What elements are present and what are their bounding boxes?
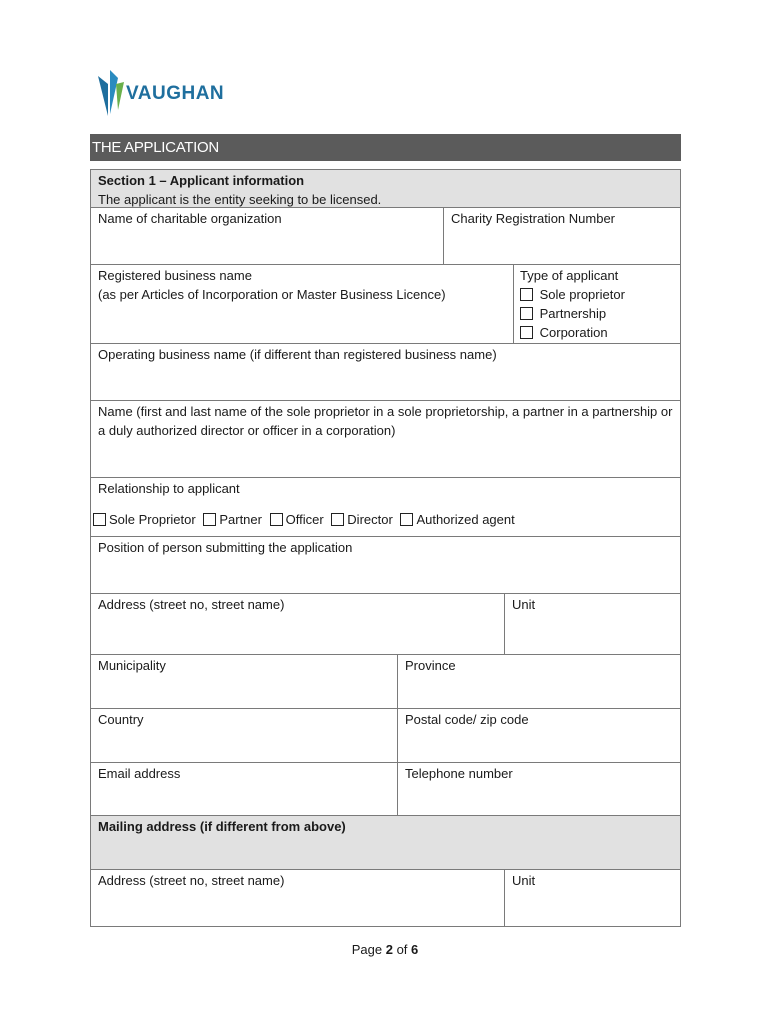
- person-name-label: Name (first and last name of the sole proprietor in a sole proprietorship, a partner in a partnership or a duly authorized director or officer in a corporation): [98, 404, 673, 438]
- applicant-type-sole[interactable]: Sole proprietor: [520, 285, 673, 304]
- municipality-field[interactable]: [90, 654, 398, 709]
- country-field[interactable]: [90, 708, 398, 763]
- relationship-partner[interactable]: Partner: [203, 512, 262, 527]
- checkbox-icon[interactable]: [520, 288, 533, 301]
- applicant-type-group: [513, 264, 681, 344]
- address-field[interactable]: [90, 593, 505, 655]
- checkbox-icon[interactable]: [203, 513, 216, 526]
- applicant-type-label: Type of applicant: [520, 268, 619, 283]
- mailing-header: [90, 815, 681, 870]
- position-label: Position of person submitting the application: [98, 540, 353, 555]
- telephone-label: Telephone number: [405, 766, 513, 781]
- relationship-label: Relationship to applicant: [98, 481, 240, 496]
- operating-name-field[interactable]: [90, 343, 681, 401]
- mailing-unit-field[interactable]: [504, 869, 681, 927]
- email-label: Email address: [98, 766, 181, 781]
- unit-label: Unit: [512, 597, 536, 612]
- relationship-agent[interactable]: Authorized agent: [400, 512, 514, 527]
- email-field[interactable]: [90, 762, 398, 816]
- charity-name-label: Name of charitable organization: [98, 211, 282, 226]
- address-label: Address (street no, street name): [98, 597, 285, 612]
- postal-field[interactable]: [397, 708, 681, 763]
- page-number: Page 2 of 6: [351, 942, 419, 957]
- relationship-director[interactable]: Director: [331, 512, 393, 527]
- vaughan-logo: [96, 70, 256, 120]
- telephone-field[interactable]: [397, 762, 681, 816]
- mailing-address-label: Address (street no, street name): [98, 873, 285, 888]
- section1-header: [90, 169, 681, 208]
- checkbox-icon[interactable]: [520, 326, 533, 339]
- checkbox-icon[interactable]: [400, 513, 413, 526]
- province-label: Province: [405, 658, 456, 673]
- logo-text: VAUGHAN: [126, 83, 225, 104]
- checkbox-icon[interactable]: [520, 307, 533, 320]
- checkbox-icon[interactable]: [93, 513, 106, 526]
- checkbox-icon[interactable]: [270, 513, 283, 526]
- relationship-options: [93, 510, 673, 529]
- page-current: 2: [385, 942, 393, 957]
- applicant-type-partnership[interactable]: Partnership: [520, 304, 673, 323]
- registered-name-label: Registered business name: [98, 268, 252, 283]
- position-field[interactable]: [90, 536, 681, 594]
- section1-title: Section 1 – Applicant information: [98, 173, 305, 188]
- page-total: 6: [411, 942, 419, 957]
- province-field[interactable]: [397, 654, 681, 709]
- relationship-group: [90, 477, 681, 537]
- section-title-bar: THE APPLICATION: [90, 134, 681, 161]
- mailing-unit-label: Unit: [512, 873, 536, 888]
- person-name-field[interactable]: [90, 400, 681, 478]
- section1-subtitle: The applicant is the entity seeking to be licensed.: [98, 192, 382, 207]
- applicant-type-corporation[interactable]: Corporation: [520, 323, 673, 342]
- charity-reg-field[interactable]: [443, 207, 681, 265]
- unit-field[interactable]: [504, 593, 681, 655]
- country-label: Country: [98, 712, 144, 727]
- operating-name-label: Operating business name (if different than registered business name): [98, 347, 497, 362]
- charity-name-field[interactable]: [90, 207, 444, 265]
- postal-label: Postal code/ zip code: [405, 712, 529, 727]
- relationship-sole[interactable]: Sole Proprietor: [93, 512, 196, 527]
- relationship-officer[interactable]: Officer: [270, 512, 324, 527]
- charity-reg-label: Charity Registration Number: [451, 211, 616, 226]
- vaughan-logo-mark-icon: [96, 70, 126, 120]
- mailing-address-field[interactable]: [90, 869, 505, 927]
- municipality-label: Municipality: [98, 658, 166, 673]
- registered-name-field[interactable]: [90, 264, 514, 344]
- checkbox-icon[interactable]: [331, 513, 344, 526]
- registered-name-note: (as per Articles of Incorporation or Master Business Licence): [98, 287, 446, 302]
- mailing-label: Mailing address (if different from above): [98, 819, 346, 834]
